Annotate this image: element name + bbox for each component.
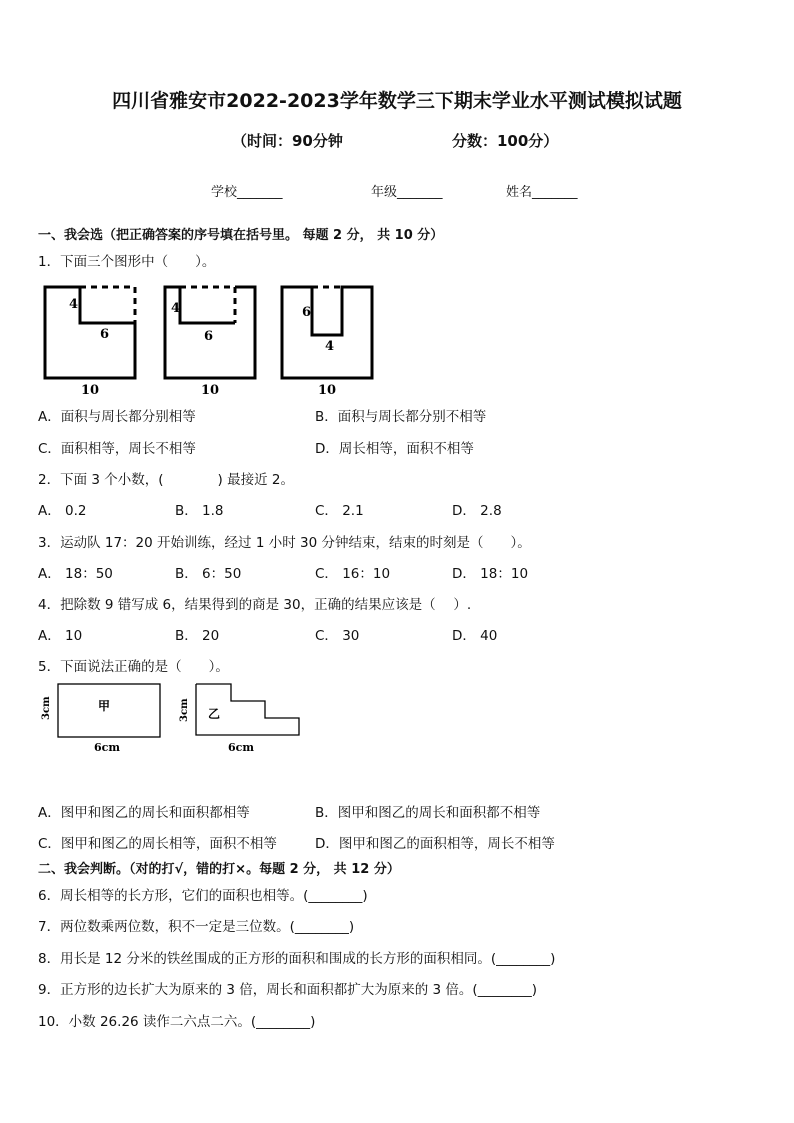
q5-option-a: A．图甲和图乙的周长和面积都相等 <box>38 805 250 821</box>
yi-width-label: 6cm <box>228 741 254 754</box>
fig-b-bottom-label: 10 <box>201 383 220 398</box>
q1-option-c: C．面积相等，周长不相等 <box>38 441 196 457</box>
q5-option-c: C．图甲和图乙的周长相等，面积不相等 <box>38 836 277 852</box>
yi-height-label: 3cm <box>179 698 190 722</box>
fig-c-bottom-label: 10 <box>318 383 337 398</box>
question-5: 5．下面说法正确的是（ ）。 <box>38 659 229 675</box>
section-1-title: 一、我会选（把正确答案的序号填在括号里。 每题 2 分， 共 10 分） <box>38 228 444 243</box>
q3-option-c: C． 16：10 <box>315 566 391 582</box>
grade-field: 年级_______ <box>371 185 443 200</box>
question-10: 10．小数 26.26 读作二六点二六。(________) <box>38 1014 316 1030</box>
question-7: 7．两位数乘两位数，积不一定是三位数。(________) <box>38 919 355 935</box>
q4-option-b: B． 20 <box>175 628 220 644</box>
q2-option-c: C． 2.1 <box>315 503 364 519</box>
question-3: 3．运动队 17：20 开始训练，经过 1 小时 30 分钟结束，结束的时刻是（ ）。 <box>38 535 531 551</box>
fig-a-inner-label: 6 <box>100 327 110 342</box>
q4-option-d: D． 40 <box>452 628 498 644</box>
q2-option-d: D． 2.8 <box>452 503 502 519</box>
q4-option-a: A． 10 <box>38 628 83 644</box>
fig-a-bottom-label: 10 <box>81 383 100 398</box>
q4-option-c: C． 30 <box>315 628 360 644</box>
q3-option-d: D． 18：10 <box>452 566 529 582</box>
question-8: 8．用长是 12 分米的铁丝围成的正方形的面积和围成的长方形的面积相同。(________) <box>38 951 556 967</box>
jia-label: 甲 <box>98 699 111 713</box>
q1-option-b: B．面积与周长都分别不相等 <box>315 409 487 425</box>
fig-b-top-label: 4 <box>171 301 181 316</box>
q3-option-a: A． 18：50 <box>38 566 113 582</box>
fig-a-top-label: 4 <box>69 297 79 312</box>
question-4: 4．把除数 9 错写成 6，结果得到的商是 30，正确的结果应该是（ ）. <box>38 597 472 613</box>
question-1: 1．下面三个图形中（ ）。 <box>38 254 216 270</box>
q5-figure-jia <box>36 680 166 756</box>
q1-option-d: D．周长相等，面积不相等 <box>315 441 474 457</box>
question-6: 6．周长相等的长方形，它们的面积也相等。(________) <box>38 888 368 904</box>
q1-figure-a <box>38 280 148 400</box>
page-title: 四川省雅安市2022-2023学年数学三下期末学业水平测试模拟试题 <box>112 90 682 112</box>
exam-score: 分数：100分） <box>452 132 559 150</box>
yi-label: 乙 <box>208 707 221 721</box>
exam-time: （时间：90分钟 <box>232 132 343 150</box>
fig-b-inner-label: 6 <box>204 329 214 344</box>
jia-width-label: 6cm <box>94 741 120 754</box>
question-2: 2．下面 3 个小数，( ) 最接近 2。 <box>38 472 294 488</box>
q2-option-b: B． 1.8 <box>175 503 224 519</box>
question-9: 9．正方形的边长扩大为原来的 3 倍，周长和面积都扩大为原来的 3 倍。(________) <box>38 982 537 998</box>
q5-figure-yi <box>174 680 306 756</box>
section-2-title: 二、我会判断。（对的打√，错的打×。每题 2 分， 共 12 分） <box>38 862 400 877</box>
fig-c-top-label: 6 <box>302 305 312 320</box>
name-field: 姓名_______ <box>506 185 578 200</box>
fig-c-inner-label: 4 <box>325 339 335 354</box>
q5-option-b: B．图甲和图乙的周长和面积都不相等 <box>315 805 541 821</box>
q2-option-a: A． 0.2 <box>38 503 87 519</box>
q1-figure-c <box>275 280 385 400</box>
q3-option-b: B． 6：50 <box>175 566 242 582</box>
school-field: 学校_______ <box>211 185 283 200</box>
q1-figure-b <box>158 280 268 400</box>
q5-option-d: D．图甲和图乙的面积相等，周长不相等 <box>315 836 555 852</box>
jia-height-label: 3cm <box>41 696 52 720</box>
q1-option-a: A．面积与周长都分别相等 <box>38 409 196 425</box>
